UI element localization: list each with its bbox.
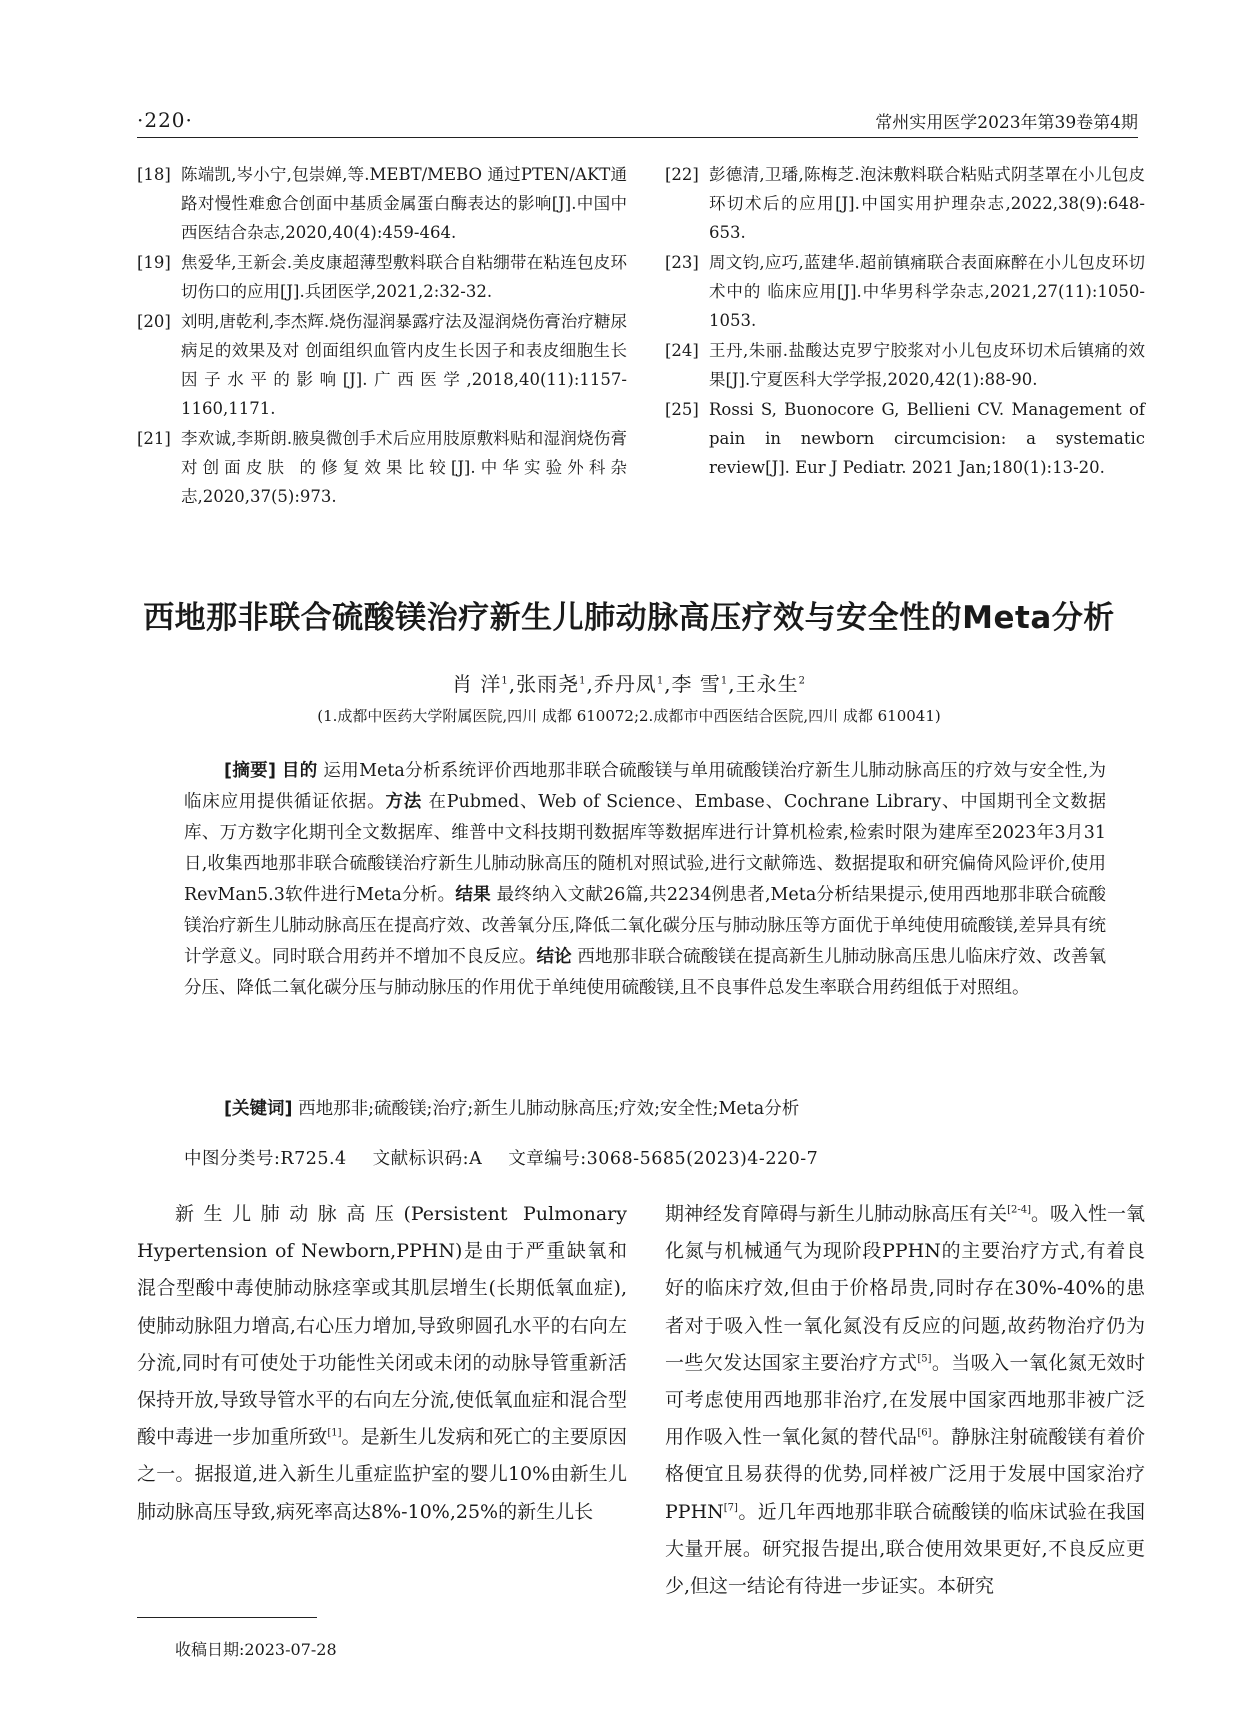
abstract-label: [摘要] <box>224 761 276 781</box>
author-name: 乔丹凤 <box>593 672 657 696</box>
page-number: ·220· <box>137 108 193 132</box>
article-number: 文章编号:3068-5685(2023)4-220-7 <box>508 1149 819 1169</box>
reference-number: [22] <box>665 165 699 184</box>
author-name: 李 雪 <box>671 672 721 696</box>
reference-item <box>665 248 1145 335</box>
author-name: 王永生 <box>735 672 799 696</box>
reference-text: 李欢诚,李斯朗.腋臭微创手术后应用肢原敷料贴和湿润烧伤膏对创面皮肤 的修复效果比较[J].中华实验外科杂志,2020,37(5):973. <box>181 429 627 506</box>
results-text: 最终纳入文献26篇,共2234例患者,Meta分析结果提示,使用西地那非联合硫酸镁治疗新生儿肺动脉高压在提高疗效、改善氧分压,降低二氧化碳分压与肺动脉压等方面优于单纯使用硫酸镁,差异具有统计学意义。同时联合用药并不增加不良反应。 <box>184 885 1106 967</box>
results-label: 结果 <box>455 885 491 905</box>
citation-mark: [2-4] <box>1007 1204 1031 1216</box>
author-affiliation-mark: 1 <box>656 675 665 687</box>
reference-item <box>665 395 1145 482</box>
author-name: 张雨尧 <box>516 672 580 696</box>
methods-text: 在Pubmed、Web of Science、Embase、Cochrane Library、中国期刊全文数据库、万方数字化期刊全文数据库、维普中文科技期刊数据库等数据库进行计算机检索,检索时限为建库至2023年3月31日,收集西地那非联合硫酸镁治疗新生儿肺动脉高压的随机对照试验,进行文献筛选、数据提取和研究偏倚风险评价,使用 RevMan5.3软件进行Meta分析。 <box>184 792 1106 905</box>
conclusion-text: 西地那非联合硫酸镁在提高新生儿肺动脉高压患儿临床疗效、改善氧分压、降低二氧化碳分压与肺动脉压的作用优于单纯使用硫酸镁,且不良事件总发生率联合用药组低于对照组。 <box>184 947 1106 998</box>
author-affiliation-mark: 1 <box>720 675 729 687</box>
body-text-right-column <box>665 1196 1145 1605</box>
reference-number: [23] <box>665 253 699 272</box>
reference-item <box>665 336 1145 394</box>
keywords <box>184 1094 1106 1125</box>
conclusion-label: 结论 <box>536 947 572 967</box>
body-text: 新生儿肺动脉高压(Persistent Pulmonary Hypertension of Newborn,PPHN)是由于严重缺氧和混合型酸中毒使肺动脉痉挛或其肌层增生(长期低氧血症),使肺动脉阻力增高,右心压力增加,导致卵圆孔水平的右向左分流,同时有可使处于功能性关闭或未闭的动脉导管重新活保持开放,导致导管水平的右向左分流,使低氧血症和混合型酸中毒进一步加重所致 <box>137 1203 627 1449</box>
article-title: 西地那非联合硫酸镁治疗新生儿肺动脉高压疗效与安全性的Meta分析 <box>143 600 1115 636</box>
reference-text: Rossi S, Buonocore G, Bellieni CV. Management of pain in newborn circumcision: a systematic review[J]. Eur J Pediatr. 2021 Jan;180(1):13-20. <box>709 400 1145 477</box>
journal-name: 常州实用医学2023年第39卷第4期 <box>875 113 1138 133</box>
reference-text: 焦爱华,王新会.美皮康超薄型敷料联合自粘绷带在粘连包皮环切伤口的应用[J].兵团医学,2021,2:32-32. <box>181 253 627 301</box>
reference-text: 王丹,朱丽.盐酸达克罗宁胶浆对小儿包皮环切术后镇痛的效果[J].宁夏医科大学学报,2020,42(1):88-90. <box>709 341 1145 389</box>
author-affiliations: (1.成都中医药大学附属医院,四川 成都 610072;2.成都市中西医结合医院,四川 成都 610041) <box>317 707 941 725</box>
methods-label: 方法 <box>385 792 423 812</box>
received-date-footnote: 收稿日期:2023-07-28 <box>175 1640 337 1659</box>
reference-number: [25] <box>665 400 699 419</box>
author-name: 肖 洋 <box>451 672 502 696</box>
reference-item <box>137 160 627 247</box>
reference-text: 彭德清,卫璠,陈梅芝.泡沫敷料联合粘贴式阴茎罩在小儿包皮环切术后的应用[J].中国实用护理杂志,2022,38(9):648-653. <box>709 165 1145 242</box>
reference-number: [20] <box>137 312 171 331</box>
body-paragraph <box>137 1196 627 1531</box>
keywords-label: [关键词] <box>224 1099 293 1119</box>
citation-mark: [5] <box>917 1353 932 1365</box>
objective-text: 运用Meta分析系统评价西地那非联合硫酸镁与单用硫酸镁治疗新生儿肺动脉高压的疗效与安全性,为临床应用提供循证依据。 <box>184 761 1106 812</box>
reference-number: [21] <box>137 429 171 448</box>
author-affiliation-mark: 1 <box>501 675 509 687</box>
citation-mark: [7] <box>723 1502 738 1514</box>
reference-item <box>137 307 627 423</box>
reference-item <box>137 248 627 306</box>
references-right-column <box>665 160 1145 483</box>
header-divider <box>137 137 1138 138</box>
reference-item <box>665 160 1145 247</box>
reference-text: 刘明,唐乾利,李杰辉.烧伤湿润暴露疗法及湿润烧伤膏治疗糖尿病足的效果及对 创面组织血管内皮生长因子和表皮细胞生长因子水平的影响[J].广西医学,2018,40(11):1157-1160,1171. <box>181 312 627 418</box>
author-list: 肖 洋$^1$,张雨尧$^1$,乔丹凤$^1$,李 雪$^1$,王永生$^2$ <box>451 672 807 696</box>
reference-number: [18] <box>137 165 171 184</box>
abstract <box>184 756 1106 1004</box>
body-text: 。吸入性一氧化氮与机械通气为现阶段PPHN的主要治疗方式,有着良好的临床疗效,但由于价格昂贵,同时存在30%-40%的患者对于吸入性一氧化氮没有反应的问题,故药物治疗仍为一些欠发达国家主要治疗方式 <box>665 1203 1145 1374</box>
body-text: 。是新生儿发病和死亡的主要原因之一。据报道,进入新生儿重症监护室的婴儿10%由新生儿肺动脉高压导致,病死率高达8%-10%,25%的新生儿长 <box>137 1426 627 1523</box>
reference-text: 周文钧,应巧,蓝建华.超前镇痛联合表面麻醉在小儿包皮环切术中的 临床应用[J].中华男科学杂志,2021,27(11):1050-1053. <box>709 253 1145 330</box>
reference-text: 陈端凯,岑小宁,包崇婵,等.MEBT/MEBO 通过PTEN/AKT通路对慢性难愈合创面中基质金属蛋白酶表达的影响[J].中国中西医结合杂志,2020,40(4):459-464. <box>181 165 627 242</box>
author-affiliation-mark: 2 <box>798 675 807 687</box>
body-text: 期神经发育障碍与新生儿肺动脉高压有关 <box>665 1203 1008 1225</box>
reference-number: [24] <box>665 341 699 360</box>
body-text: 。静脉注射硫酸镁有着价格便宜且易获得的优势,同样被广泛用于发展中国家治疗PPHN <box>665 1426 1145 1523</box>
citation-mark: [6] <box>917 1427 932 1439</box>
classification-line <box>184 1145 1106 1170</box>
author-affiliation-mark: 1 <box>579 675 587 687</box>
body-text: 。当吸入一氧化氮无效时可考虑使用西地那非治疗,在发展中国家西地那非被广泛用作吸入性一氧化氮的替代品 <box>665 1351 1145 1449</box>
footnote-divider <box>137 1617 317 1618</box>
document-code: 文献标识码:A <box>372 1149 483 1169</box>
objective-label: 目的 <box>281 761 318 781</box>
page-header <box>137 108 1138 138</box>
body-text-left-column <box>137 1196 627 1531</box>
references-left-column <box>137 160 627 512</box>
body-text: 。近几年西地那非联合硫酸镁的临床试验在我国大量开展。研究报告提出,联合使用效果更好,不良反应更少,但这一结论有待进一步证实。本研究 <box>665 1500 1145 1598</box>
clc-number: 中图分类号:R725.4 <box>184 1149 347 1169</box>
keywords-text: 西地那非;硫酸镁;治疗;新生儿肺动脉高压;疗效;安全性;Meta分析 <box>298 1099 800 1119</box>
citation-mark: [1] <box>327 1427 342 1439</box>
reference-number: [19] <box>137 253 171 272</box>
reference-item <box>137 424 627 511</box>
body-paragraph <box>665 1196 1145 1605</box>
